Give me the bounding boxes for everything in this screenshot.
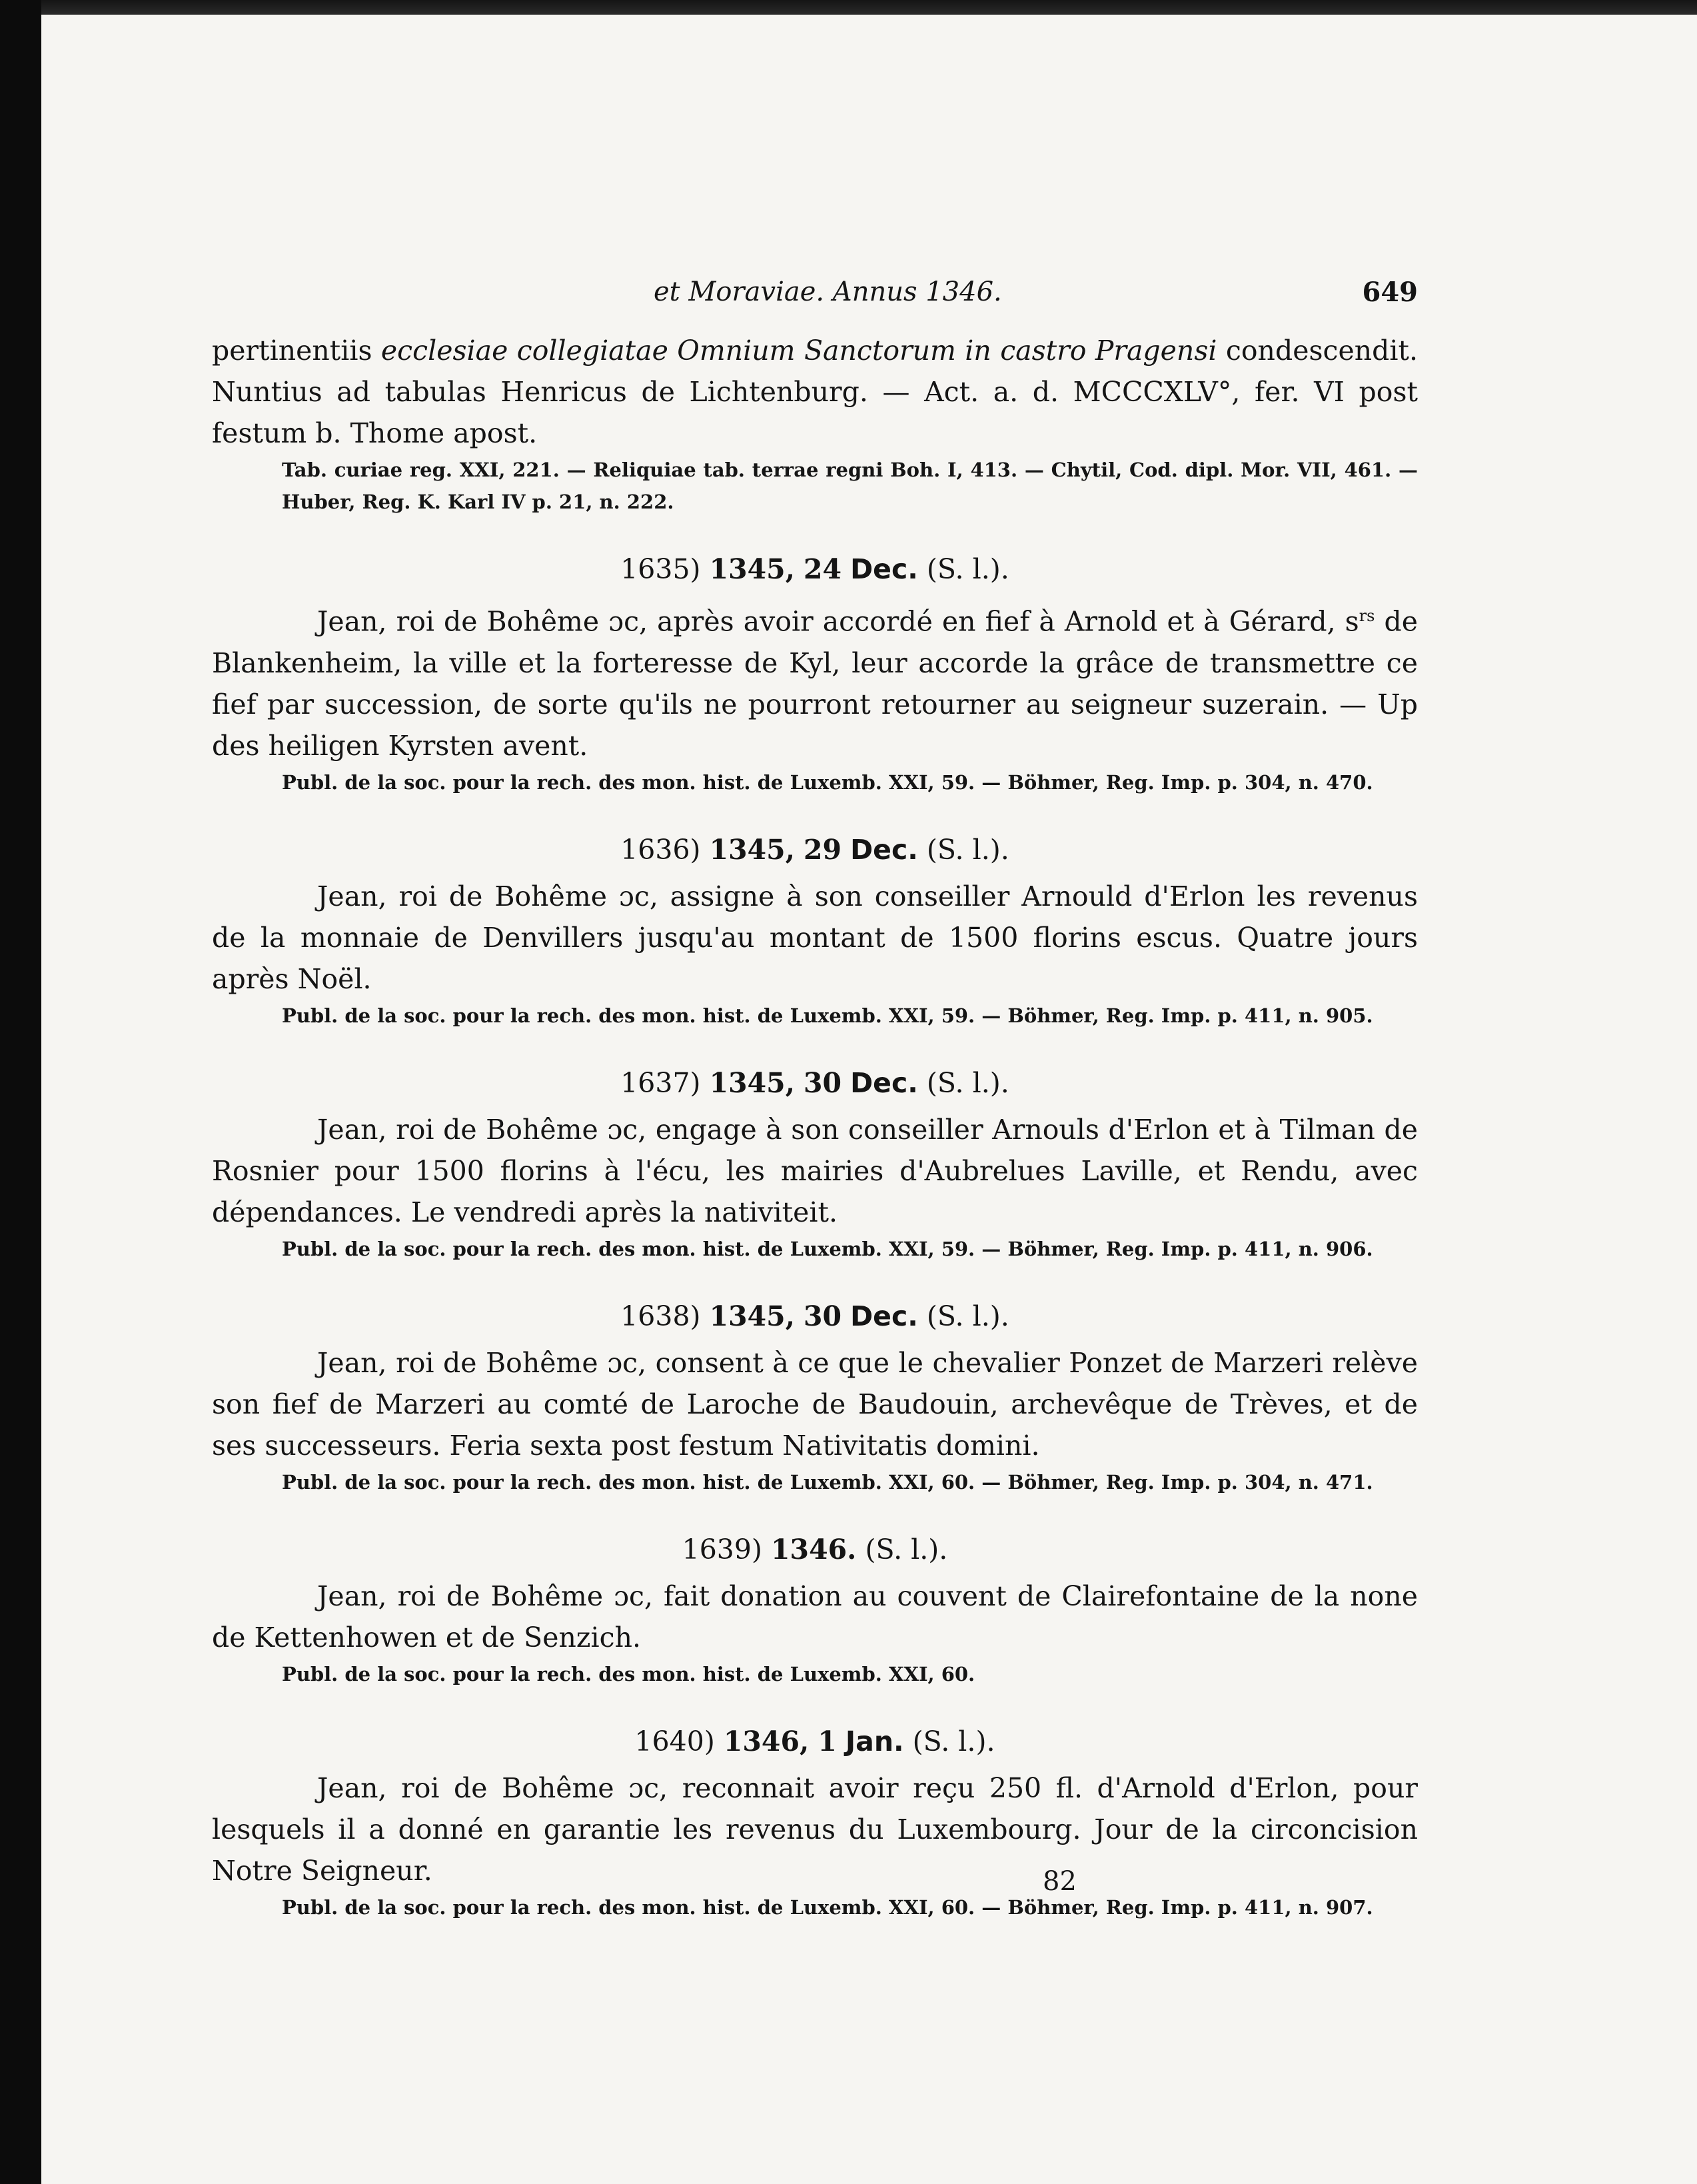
entry-number: 1636) [620, 833, 701, 866]
entry-source: Publ. de la soc. pour la rech. des mon. hist. de Luxemb. XXI, 59. — Böhmer, Reg. Imp. p. 411, n. 906. [282, 1237, 1373, 1260]
intro-text-before: pertinentiis [212, 335, 381, 367]
entry-day: 24 [804, 553, 842, 585]
entry-source: Publ. de la soc. pour la rech. des mon. hist. de Luxemb. XXI, 59. — Böhmer, Reg. Imp. p. 304, n. 470. [282, 770, 1373, 794]
entry-number: 1638) [620, 1300, 701, 1332]
entry-1637 [212, 1062, 1418, 1265]
entry-1639 [212, 1529, 1418, 1690]
entry-source: Publ. de la soc. pour la rech. des mon. hist. de Luxemb. XXI, 60. — Böhmer, Reg. Imp. p. 304, n. 471. [282, 1470, 1373, 1494]
entry-1638 [212, 1296, 1418, 1498]
entry-1636 [212, 829, 1418, 1032]
page-number: 649 [1362, 277, 1418, 308]
entry-source: Publ. de la soc. pour la rech. des mon. hist. de Luxemb. XXI, 59. — Böhmer, Reg. Imp. p. 411, n. 905. [282, 1004, 1373, 1027]
entry-place: (S. l.). [926, 553, 1009, 585]
entry-place: (S. l.). [926, 1066, 1009, 1099]
entry-day: 30 [804, 1066, 842, 1099]
entry-text-part: Jean, roi de Bohême ɔc, après avoir accordé en fief à Arnold et à Gérard, s [317, 605, 1359, 638]
entry-number: 1637) [620, 1066, 701, 1099]
entry-text: Jean, roi de Bohême ɔc, reconnait avoir reçu 250 fl. d'Arnold d'Erlon, pour lesquels il a donné en garantie les revenus du Luxembourg. Jour de la circoncision Notre Seigneur. [212, 1771, 1418, 1887]
entry-heading [212, 1062, 1418, 1104]
entry-heading [212, 829, 1418, 870]
entry-number: 1639) [682, 1533, 762, 1566]
entry-heading [212, 1721, 1418, 1762]
entry-text: Jean, roi de Bohême ɔc, engage à son conseiller Arnouls d'Erlon et à Tilman de Rosnier pour 1500 florins à l'écu, les mairies d'Aubrelues Laville, et Rendu, avec dépendances. Le vendredi après la nativiteit. [212, 1113, 1418, 1228]
intro-source: Tab. curiae reg. XXI, 221. — Reliquiae tab. terrae regni Boh. I, 413. — Chytil, Cod. dipl. Mor. VII, 461. — Huber, Reg. K. Karl IV p. 21, n. 222. [282, 459, 1418, 513]
entry-heading [212, 1296, 1418, 1337]
entry-day: 29 [804, 833, 842, 866]
entry-1635 [212, 548, 1418, 798]
entry-text: Jean, roi de Bohême ɔc, fait donation au couvent de Clairefontaine de la none de Kettenhowen et de Senzich. [212, 1580, 1418, 1653]
signature-mark: 82 [1043, 1866, 1077, 1897]
entry-1640 [212, 1721, 1418, 1923]
entry-year: 1345, [709, 1300, 795, 1332]
entry-heading [212, 548, 1418, 590]
intro-text-italic: ecclesiae collegiatae Omnium Sanctorum in castro Pragensi [380, 335, 1217, 367]
entry-year: 1345, [709, 1066, 795, 1099]
entry-month: Dec. [850, 1300, 918, 1332]
entry-place: (S. l.). [912, 1725, 995, 1757]
entry-year: 1346. [771, 1533, 857, 1566]
entry-text-superscript: rs [1359, 606, 1375, 625]
entry-text: Jean, roi de Bohême ɔc, assigne à son conseiller Arnould d'Erlon les revenus de la monnaie de Denvillers jusqu'au montant de 1500 florins escus. Quatre jours après Noël. [212, 880, 1418, 995]
entry-year: 1345, [709, 833, 795, 866]
entry-place: (S. l.). [926, 833, 1009, 866]
scan-top-edge [0, 0, 1697, 15]
scan-left-edge [0, 0, 41, 2184]
entry-source: Publ. de la soc. pour la rech. des mon. hist. de Luxemb. XXI, 60. — Böhmer, Reg. Imp. p. 411, n. 907. [282, 1895, 1373, 1919]
running-header [212, 277, 1418, 323]
entry-month: Dec. [850, 833, 918, 866]
entry-month: Jan. [845, 1725, 904, 1757]
entry-day: 1 [818, 1725, 837, 1757]
intro-text-after: condescendit. Nuntius ad tabulas Henricus de Lichtenburg. — Act. a. d. MCCCXLV°, fer. VI post festum b. Thome apost. [212, 335, 1418, 449]
entry-source: Publ. de la soc. pour la rech. des mon. hist. de Luxemb. XXI, 60. [282, 1662, 975, 1685]
entry-place: (S. l.). [926, 1300, 1009, 1332]
entry-month: Dec. [850, 1066, 918, 1099]
entry-text [212, 595, 1418, 766]
intro-paragraph [212, 330, 1418, 454]
entry-text: Jean, roi de Bohême ɔc, consent à ce que le chevalier Ponzet de Marzeri relève son fief de Marzeri au comté de Laroche de Baudouin, archevêque de Trèves, et de ses successeurs. Feria sexta post festum Nativitatis domini. [212, 1346, 1418, 1462]
entry-number: 1635) [620, 553, 701, 585]
header-title: et Moraviae. Annus 1346. [654, 277, 1002, 307]
entry-number: 1640) [634, 1725, 715, 1757]
entry-day: 30 [804, 1300, 842, 1332]
entry-heading [212, 1529, 1418, 1570]
entry-month: Dec. [850, 553, 918, 585]
entry-year: 1345, [709, 553, 795, 585]
entry-text-part: de Blankenheim, la ville et la forteresse de Kyl, leur accorde la grâce de transmettre ce fief par succession, de sorte qu'ils ne pourront retourner au seigneur suzerain. — Up des heiligen Kyrsten avent. [212, 605, 1418, 762]
entry-year: 1346, [723, 1725, 810, 1757]
document-page [212, 277, 1418, 1923]
entry-place: (S. l.). [865, 1533, 948, 1566]
